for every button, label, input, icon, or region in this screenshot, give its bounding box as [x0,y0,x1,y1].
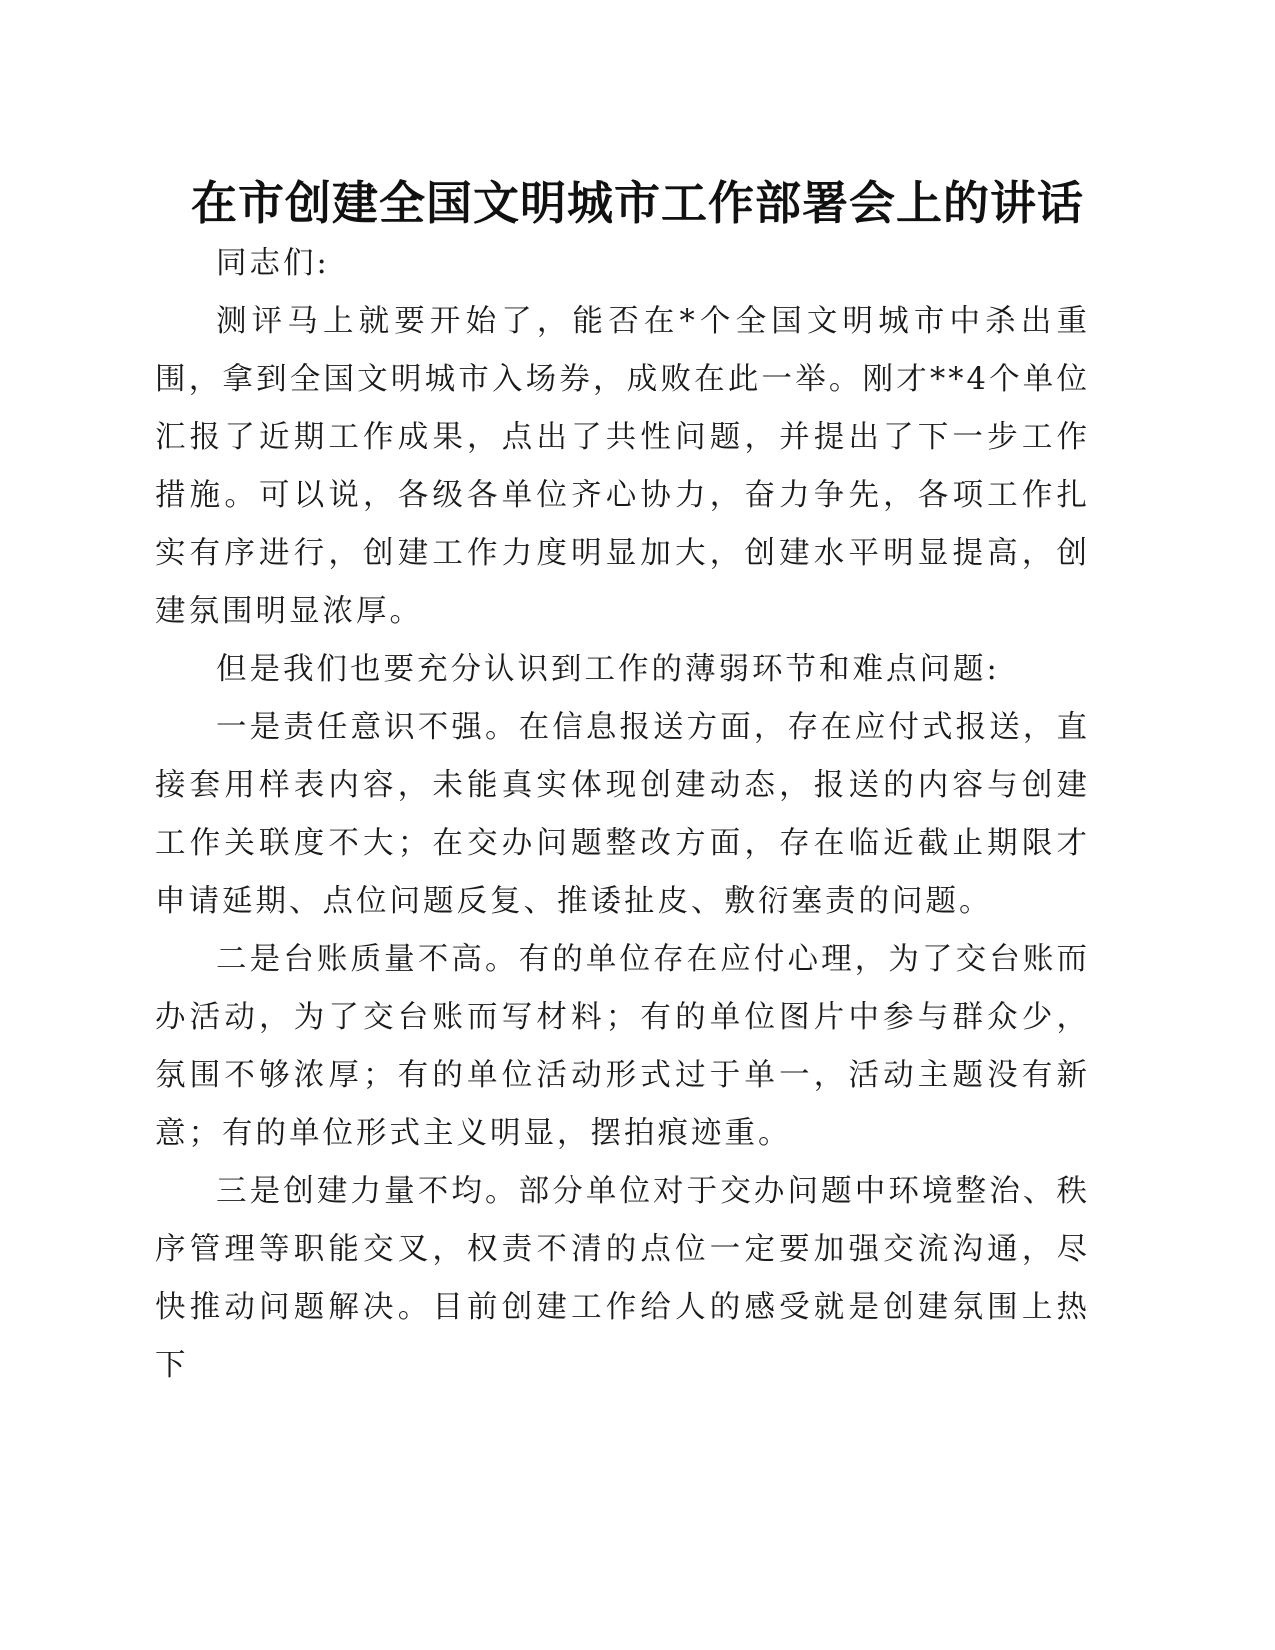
document-title: 在市创建全国文明城市工作部署会上的讲话 [191,176,1084,230]
body-paragraph: 测评马上就要开始了，能否在*个全国文明城市中杀出重围，拿到全国文明城市入场券，成败在此一举。刚才**4个单位汇报了近期工作成果，点出了共性问题，并提出了下一步工作措施。可以说，各级各单位齐心协力，奋力争先，各项工作扎实有序进行，创建工作力度明显加大，创建水平明显提高，创建氛围明显浓厚。 [155,304,1090,629]
body-paragraph: 二是台账质量不高。有的单位存在应付心理，为了交台账而办活动，为了交台账而写材料；有的单位图片中参与群众少，氛围不够浓厚；有的单位活动形式过于单一，活动主题没有新意；有的单位形式主义明显，摆拍痕迹重。 [155,942,1090,1151]
body-paragraph: 但是我们也要充分认识到工作的薄弱环节和难点问题: [216,652,1000,687]
body-paragraph: 三是创建力量不均。部分单位对于交办问题中环境整治、秩序管理等职能交叉，权责不清的点位一定要加强交流沟通，尽快推动问题解决。目前创建工作给人的感受就是创建氛围上热下 [155,1174,1090,1383]
document-body [155,235,1090,1395]
body-paragraph: 一是责任意识不强。在信息报送方面，存在应付式报送，直接套用样表内容，未能真实体现创建动态，报送的内容与创建工作关联度不大；在交办问题整改方面，存在临近截止期限才申请延期、点位问题反复、推诿扯皮、敷衍塞责的问题。 [155,710,1090,919]
salutation-paragraph: 同志们: [216,246,330,281]
